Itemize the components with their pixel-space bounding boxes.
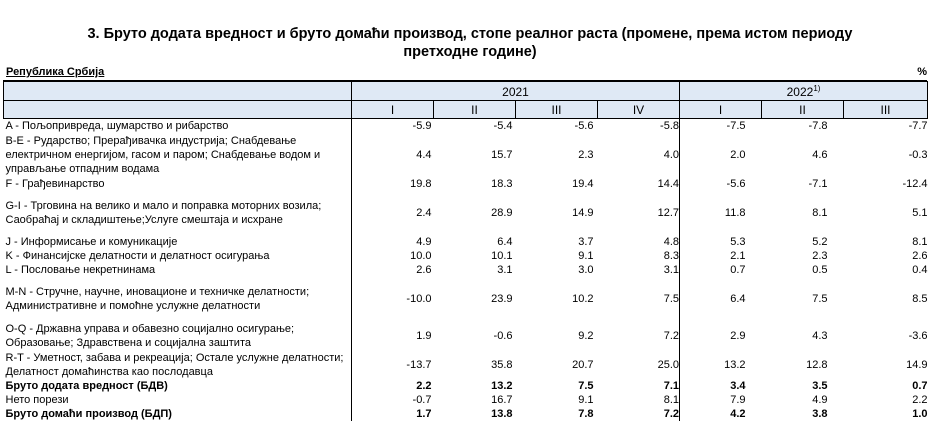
- value-cell: 14.9: [572, 207, 594, 219]
- row-label: O-Q - Државна управа и обавезно социјално осигурање; Образовање; Здравствена и социјална заштита: [4, 321, 352, 350]
- table-row: [4, 263, 928, 277]
- unit-label: %: [917, 66, 927, 78]
- value-cell: 3.7: [578, 236, 594, 248]
- table-row: [4, 191, 928, 235]
- row-label: L - Пословање некретнинама: [4, 263, 352, 277]
- value-cell: -0.3: [908, 149, 928, 161]
- value-cell: 3.8: [812, 408, 828, 420]
- table-body: [4, 119, 928, 422]
- value-cell: 3.4: [730, 380, 746, 392]
- value-cell: 3.1: [598, 263, 680, 277]
- value-cell: -12.4: [902, 178, 928, 190]
- value-cell: 16.7: [491, 394, 513, 406]
- value-cell: 14.4: [598, 177, 680, 191]
- value-cell: 20.7: [572, 358, 594, 371]
- value-cell: 0.7: [730, 264, 746, 276]
- value-cell: 18.3: [491, 178, 513, 190]
- value-cell: 9.2: [578, 329, 594, 342]
- row-label: Бруто домаћи производ (БДП): [4, 407, 352, 421]
- value-cell: 4.9: [812, 394, 828, 406]
- row-label: J - Информисање и комуникације: [4, 235, 352, 249]
- value-cell: 0.7: [912, 380, 928, 392]
- value-cell: 5.1: [912, 207, 928, 219]
- value-cell: 5.3: [730, 236, 746, 248]
- value-cell: 4.8: [598, 235, 680, 249]
- value-cell: 5.2: [812, 236, 828, 248]
- value-cell: 7.5: [578, 380, 594, 392]
- value-cell: 4.0: [598, 133, 680, 177]
- value-cell: 2.6: [912, 250, 928, 262]
- value-cell: 7.2: [598, 321, 680, 350]
- value-cell: 7.2: [598, 407, 680, 421]
- value-cell: 2.0: [730, 149, 746, 161]
- value-cell: 28.9: [491, 207, 513, 219]
- value-cell: -5.6: [726, 178, 746, 190]
- row-label: Нето порези: [4, 393, 352, 407]
- value-cell: 10.1: [491, 250, 513, 262]
- value-cell: -5.9: [412, 120, 432, 132]
- value-cell: 2.1: [730, 250, 746, 262]
- value-cell: 2.3: [812, 250, 828, 262]
- region-label: Република Србија: [6, 66, 105, 78]
- quarter-header: III: [844, 101, 928, 119]
- value-cell: 7.5: [812, 293, 828, 305]
- row-label: M-N - Стручне, научне, иновационе и техничке делатности; Административне и помоћне услужне делатности: [4, 277, 352, 321]
- table-row: [4, 235, 928, 249]
- header-blank: [4, 101, 352, 119]
- value-cell: -0.7: [412, 394, 432, 406]
- value-cell: 8.3: [598, 249, 680, 263]
- year-header-row: [4, 82, 928, 101]
- row-label: K - Финансијске делатности и делатност осигурања: [4, 249, 352, 263]
- value-cell: 23.9: [491, 293, 513, 305]
- value-cell: -5.4: [493, 120, 513, 132]
- value-cell: 4.4: [416, 149, 432, 161]
- value-cell: 8.5: [912, 293, 928, 305]
- quarter-header: II: [762, 101, 844, 119]
- value-cell: 7.9: [730, 394, 746, 406]
- row-label: Бруто додата вредност (БДВ): [4, 379, 352, 393]
- value-cell: -5.6: [574, 120, 594, 132]
- value-cell: 14.9: [906, 358, 928, 371]
- value-cell: 9.1: [578, 394, 594, 406]
- value-cell: 12.8: [806, 358, 828, 371]
- value-cell: 6.4: [497, 236, 513, 248]
- value-cell: 19.4: [572, 178, 594, 190]
- table-row: [4, 407, 928, 421]
- value-cell: 8.1: [812, 207, 828, 219]
- value-cell: -13.7: [406, 358, 432, 371]
- value-cell: -3.6: [908, 329, 928, 342]
- value-cell: 3.5: [812, 380, 828, 392]
- value-cell: 0.5: [812, 264, 828, 276]
- value-cell: 1.7: [416, 408, 432, 420]
- table-row: [4, 177, 928, 191]
- value-cell: 3.1: [497, 264, 513, 276]
- value-cell: 2.9: [730, 329, 746, 342]
- value-cell: -10.0: [406, 293, 432, 305]
- value-cell: -7.8: [808, 120, 828, 132]
- value-cell: 35.8: [491, 358, 513, 371]
- table-row: [4, 350, 928, 379]
- growth-rates-table: [3, 81, 928, 421]
- value-cell: 3.0: [578, 264, 594, 276]
- value-cell: 4.2: [730, 408, 746, 420]
- value-cell: -0.6: [493, 329, 513, 342]
- value-cell: 2.6: [416, 264, 432, 276]
- value-cell: -7.5: [726, 120, 746, 132]
- value-cell: 8.1: [912, 236, 928, 248]
- table-row: [4, 277, 928, 321]
- quarter-header: II: [434, 101, 516, 119]
- value-cell: 4.6: [812, 149, 828, 161]
- value-cell: 11.8: [724, 207, 746, 219]
- value-cell: 13.8: [491, 408, 513, 420]
- table-row: [4, 249, 928, 263]
- value-cell: -7.1: [808, 178, 828, 190]
- value-cell: 10.2: [572, 293, 594, 305]
- row-label: F - Грађевинарство: [4, 177, 352, 191]
- quarter-header: I: [352, 101, 434, 119]
- year-header-2021: 2021: [352, 82, 680, 101]
- quarter-header: I: [680, 101, 762, 119]
- value-cell: 12.7: [598, 191, 680, 235]
- row-label: G-I - Трговина на велико и мало и поправка моторних возила; Саобраћај и складиштење;Услуге смештаја и исхране: [4, 191, 352, 235]
- value-cell: 13.2: [491, 380, 513, 392]
- value-cell: 2.3: [578, 149, 594, 161]
- row-label: R-T - Уметност, забава и рекреација; Остале услужне делатности; Делатност домаћинства као послодавца: [4, 350, 352, 379]
- table-title-line1: 3. Бруто додата вредност и бруто домаћи производ, стопе реалног раста (промене, према истом периоду: [87, 26, 853, 42]
- value-cell: 25.0: [598, 350, 680, 379]
- row-label: B-E - Рударство; Прерађивачка индустрија; Снабдевање електричном енергијом, гасом и паром; Снабдевање водом и управљање отпадним водама: [4, 133, 352, 177]
- table-row: [4, 133, 928, 177]
- table-row: [4, 321, 928, 350]
- value-cell: 8.1: [598, 393, 680, 407]
- value-cell: 7.5: [598, 277, 680, 321]
- value-cell: -7.7: [908, 120, 928, 132]
- value-cell: 2.2: [416, 380, 432, 392]
- year-header-2022: 2022$^{1)}$: [680, 82, 928, 101]
- value-cell: 7.8: [578, 408, 594, 420]
- value-cell: 13.2: [724, 358, 746, 371]
- value-cell: 9.1: [578, 250, 594, 262]
- header-blank: [4, 82, 352, 101]
- table-title-line2: претходне године): [403, 44, 537, 60]
- value-cell: 15.7: [491, 149, 513, 161]
- table-row: [4, 379, 928, 393]
- value-cell: 4.9: [416, 236, 432, 248]
- value-cell: 19.8: [410, 178, 432, 190]
- value-cell: 6.4: [730, 293, 746, 305]
- quarter-header: IV: [598, 101, 680, 119]
- value-cell: 2.2: [912, 394, 928, 406]
- value-cell: 10.0: [410, 250, 432, 262]
- value-cell: 1.9: [416, 329, 432, 342]
- value-cell: 7.1: [598, 379, 680, 393]
- quarter-header-row: [4, 101, 928, 119]
- value-cell: 0.4: [912, 264, 928, 276]
- quarter-header: III: [516, 101, 598, 119]
- table-row: [4, 393, 928, 407]
- value-cell: 2.4: [416, 207, 432, 219]
- table-row: [4, 119, 928, 134]
- row-label: A - Пољопривреда, шумарство и рибарство: [4, 119, 352, 134]
- value-cell: -5.8: [598, 119, 680, 134]
- value-cell: 1.0: [912, 408, 928, 420]
- value-cell: 4.3: [812, 329, 828, 342]
